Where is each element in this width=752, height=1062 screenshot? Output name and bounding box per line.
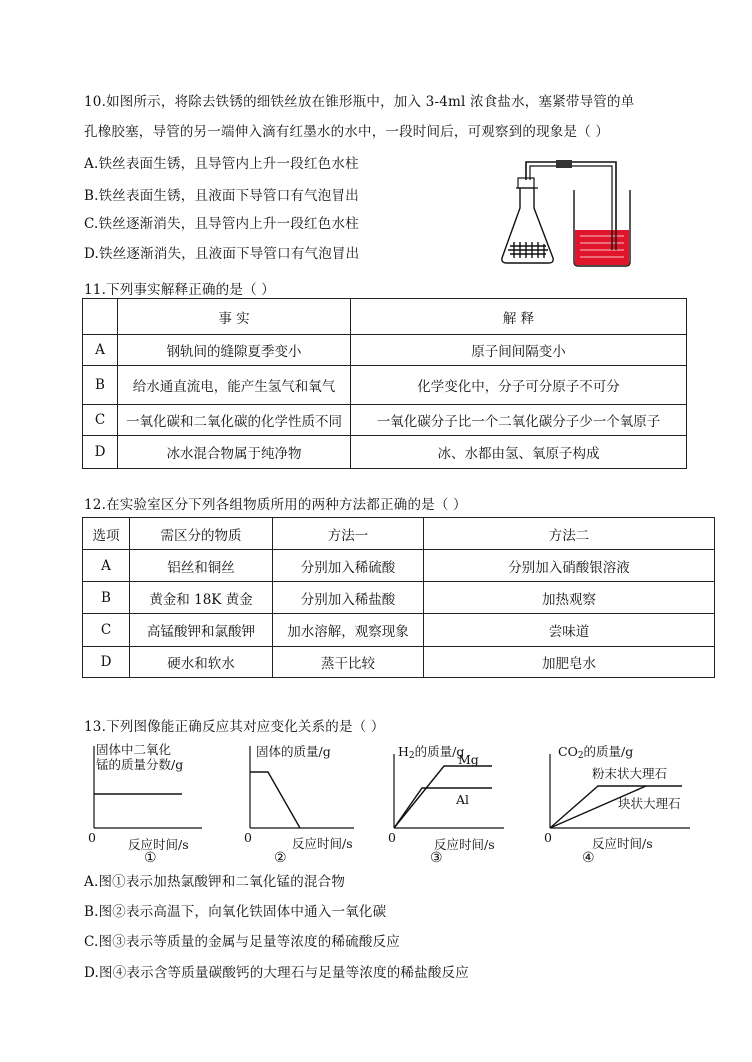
q11-row-fact: 冰水混合物属于纯净物 bbox=[118, 436, 351, 469]
table-row bbox=[83, 366, 687, 405]
q12-header-row bbox=[83, 518, 715, 550]
graph-3-curve-mg: Mg bbox=[458, 752, 479, 767]
graph-1-xlabel: 反应时间/s bbox=[128, 837, 189, 852]
graph-4-origin: 0 bbox=[544, 830, 552, 845]
q12-row-method2: 分别加入硝酸银溶液 bbox=[424, 550, 715, 582]
graph-3-ylabel-main: H bbox=[398, 744, 409, 759]
graph-4-xlabel: 反应时间/s bbox=[592, 836, 653, 851]
graph-3-number: ③ bbox=[430, 850, 443, 866]
q10-option-b: B.铁丝表面生锈，且液面下导管口有气泡冒出 bbox=[84, 188, 359, 204]
graph-2-number: ② bbox=[274, 850, 287, 866]
q13-option-a: A.图①表示加热氯酸钾和二氧化锰的混合物 bbox=[84, 874, 346, 890]
graph-1-ylabel-line1: 固体中二氧化 bbox=[96, 742, 172, 757]
q11-stem: 11.下列事实解释正确的是（ ） bbox=[84, 282, 275, 298]
graph-1 bbox=[86, 740, 226, 870]
graph-2-xlabel: 反应时间/s bbox=[292, 836, 353, 851]
q13-option-b: B.图②表示高温下，向氧化铁固体中通入一氧化碳 bbox=[84, 904, 387, 920]
q12-row-option: D bbox=[83, 647, 130, 678]
q13-stem: 13.下列图像能正确反应其对应变化关系的是（ ） bbox=[84, 719, 385, 735]
q11-header-fact: 事 实 bbox=[118, 299, 351, 335]
table-row bbox=[83, 405, 687, 436]
graph-1-ylabel bbox=[96, 742, 183, 772]
q11-row-explain: 化学变化中，分子可分原子不可分 bbox=[351, 366, 687, 405]
table-row bbox=[83, 335, 687, 366]
q12-row-substance: 铝丝和铜丝 bbox=[130, 550, 273, 582]
graph-4-curve-powder: 粉末状大理石 bbox=[592, 766, 668, 781]
q12-row-method1: 分别加入稀盐酸 bbox=[273, 582, 424, 614]
graph-3-ylabel-sub: 2 bbox=[408, 751, 415, 761]
q12-row-method1: 蒸干比较 bbox=[273, 647, 424, 678]
q12-header-method2: 方法二 bbox=[424, 518, 715, 550]
q11-header-blank bbox=[83, 299, 118, 335]
q12-row-method2: 尝味道 bbox=[424, 614, 715, 647]
table-row bbox=[83, 582, 715, 614]
q11-row-fact: 一氧化碳和二氧化碳的化学性质不同 bbox=[118, 405, 351, 436]
q11-row-explain: 冰、水都由氢、氧原子构成 bbox=[351, 436, 687, 469]
graph-3-curve-al: Al bbox=[456, 792, 470, 807]
graph-4 bbox=[542, 740, 712, 870]
q12-row-option: B bbox=[83, 582, 130, 614]
q12-table bbox=[82, 517, 715, 678]
table-row bbox=[83, 550, 715, 582]
q10-option-d: D.铁丝逐渐消失，且液面下导管口有气泡冒出 bbox=[84, 246, 360, 262]
q13-option-d: D.图④表示含等质量碳酸钙的大理石与足量等浓度的稀盐酸反应 bbox=[84, 965, 469, 981]
graph-4-number: ④ bbox=[582, 850, 595, 866]
graph-2-ylabel: 固体的质量/g bbox=[256, 744, 331, 759]
q11-header-row bbox=[83, 299, 687, 335]
graph-1-number: ① bbox=[144, 850, 157, 866]
graph-2 bbox=[242, 740, 372, 870]
q12-row-option: A bbox=[83, 550, 130, 582]
graph-4-ylabel bbox=[558, 742, 633, 761]
q12-row-method2: 加热观察 bbox=[424, 582, 715, 614]
q11-row-option: A bbox=[83, 335, 118, 366]
q11-row-fact: 钢轨间的缝隙夏季变小 bbox=[118, 335, 351, 366]
q12-header-method1: 方法一 bbox=[273, 518, 424, 550]
q12-header-substance: 需区分的物质 bbox=[130, 518, 273, 550]
q12-row-substance: 硬水和软水 bbox=[130, 647, 273, 678]
q12-row-method1: 分别加入稀硫酸 bbox=[273, 550, 424, 582]
table-row bbox=[83, 436, 687, 469]
q11-header-explain: 解 释 bbox=[351, 299, 687, 335]
q11-row-option: D bbox=[83, 436, 118, 469]
q11-row-fact: 给水通直流电，能产生氢气和氧气 bbox=[118, 366, 351, 405]
q11-row-explain: 一氧化碳分子比一个二氧化碳分子少一个氧原子 bbox=[351, 405, 687, 436]
graph-3 bbox=[386, 740, 516, 870]
q10-option-a: A.铁丝表面生锈，且导管内上升一段红色水柱 bbox=[84, 156, 359, 172]
graph-3-ylabel bbox=[398, 742, 464, 761]
q11-row-option: C bbox=[83, 405, 118, 436]
graph-3-ylabel-rest: 的质量/g bbox=[414, 744, 465, 759]
graph-2-origin: 0 bbox=[244, 830, 252, 845]
q11-table bbox=[82, 298, 687, 469]
q12-row-substance: 黄金和 18K 黄金 bbox=[130, 582, 273, 614]
q12-row-substance: 高锰酸钾和氯酸钾 bbox=[130, 614, 273, 647]
q13-option-c: C.图③表示等质量的金属与足量等浓度的稀硫酸反应 bbox=[84, 934, 400, 950]
apparatus-illustration bbox=[496, 150, 636, 270]
graph-1-ylabel-line2: 锰的质量分数/g bbox=[96, 757, 184, 772]
graph-4-ylabel-rest: 的质量/g bbox=[583, 744, 634, 759]
graph-3-xlabel: 反应时间/s bbox=[434, 837, 495, 852]
q10-stem-line1: 10.如图所示，将除去铁锈的细铁丝放在锥形瓶中，加入 3-4ml 浓食盐水，塞紧带导管的单 bbox=[84, 94, 635, 110]
graph-4-ylabel-main: CO bbox=[558, 744, 578, 759]
graph-1-origin: 0 bbox=[88, 830, 96, 845]
q10-option-c: C.铁丝逐渐消失，且导管内上升一段红色水柱 bbox=[84, 216, 359, 232]
graph-3-origin: 0 bbox=[388, 830, 396, 845]
table-row bbox=[83, 614, 715, 647]
table-row bbox=[83, 647, 715, 678]
q12-header-option: 选项 bbox=[83, 518, 130, 550]
q11-row-explain: 原子间间隔变小 bbox=[351, 335, 687, 366]
q12-row-option: C bbox=[83, 614, 130, 647]
graph-4-ylabel-sub: 2 bbox=[577, 751, 584, 761]
graph-4-curve-lump: 块状大理石 bbox=[618, 796, 681, 811]
q11-row-option: B bbox=[83, 366, 118, 405]
q12-row-method1: 加水溶解，观察现象 bbox=[273, 614, 424, 647]
q12-row-method2: 加肥皂水 bbox=[424, 647, 715, 678]
q10-stem-line2: 孔橡胶塞，导管的另一端伸入滴有红墨水的水中，一段时间后，可观察到的现象是（ ） bbox=[84, 124, 610, 140]
q12-stem: 12.在实验室区分下列各组物质所用的两种方法都正确的是（ ） bbox=[84, 497, 467, 513]
